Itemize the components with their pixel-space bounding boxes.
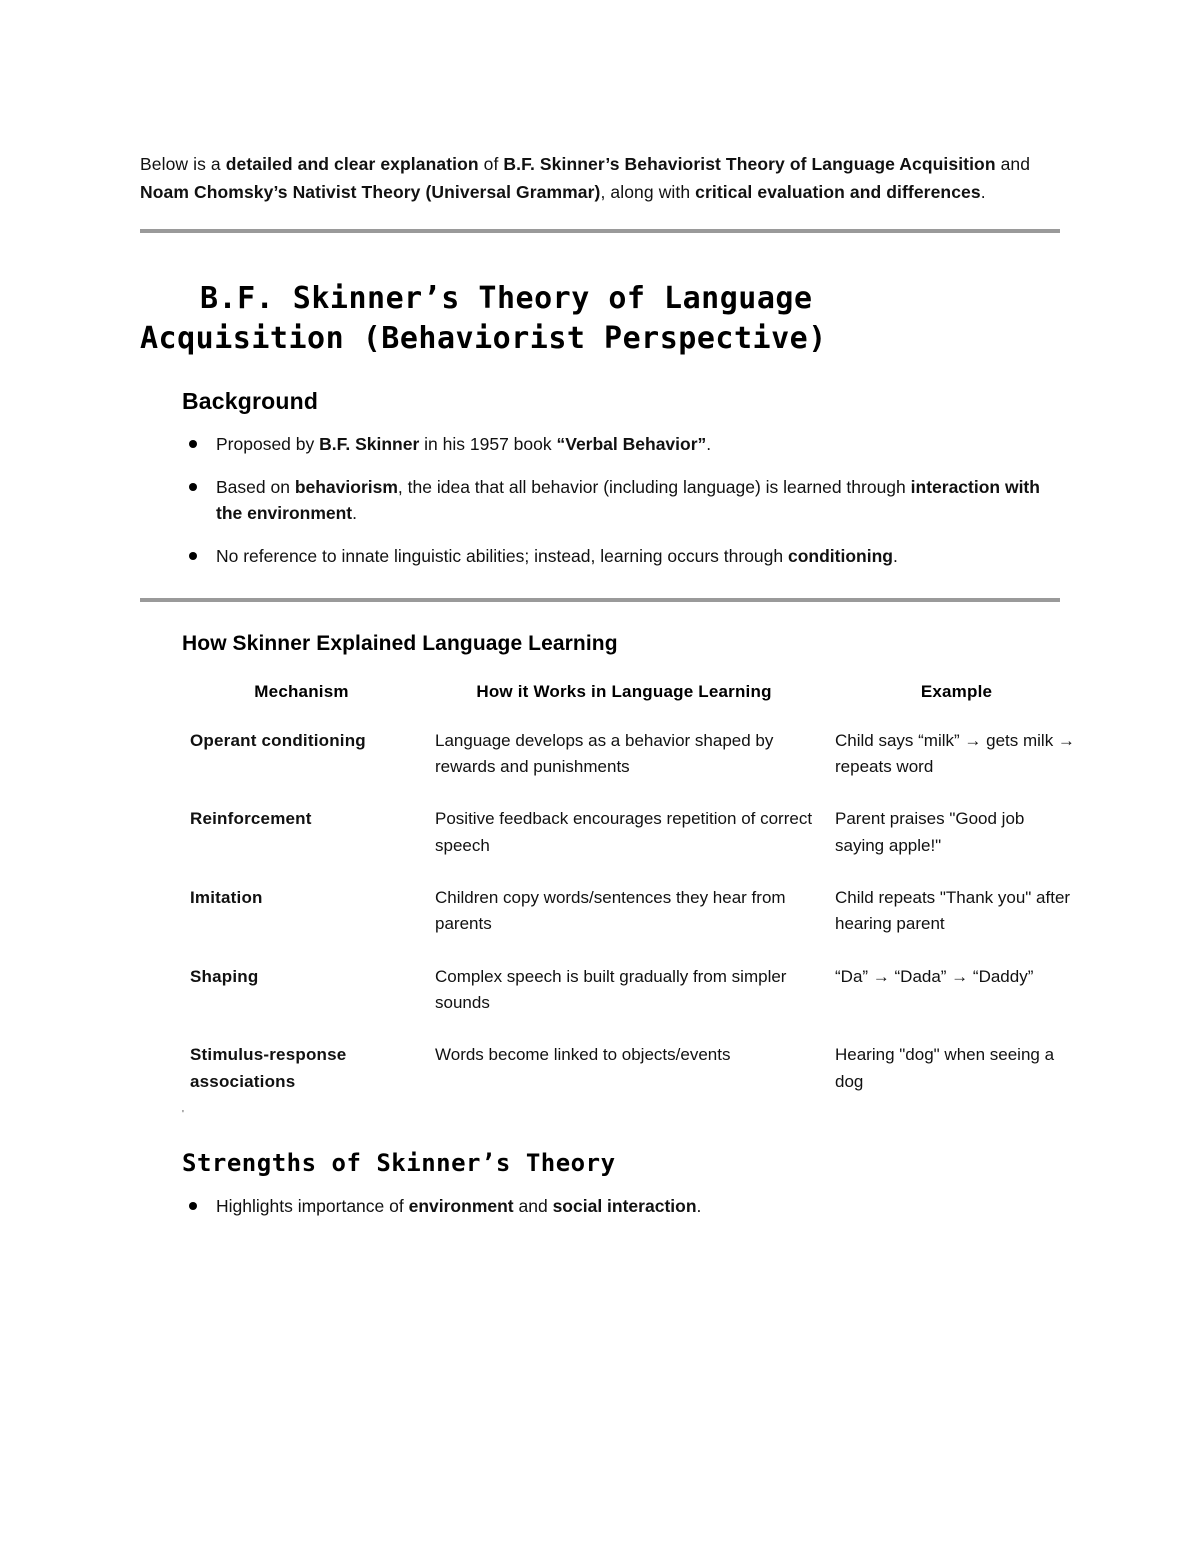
list-item [216, 543, 1060, 569]
bullet-text: Proposed by [216, 433, 320, 454]
table-row [182, 794, 1092, 873]
table-row [182, 952, 1092, 1031]
cell-mechanism: Imitation [190, 888, 263, 908]
cell-mechanism: Shaping [190, 966, 259, 986]
table-end-marker: ' [182, 1109, 184, 1121]
intro-bold-1: detailed and clear explanation [225, 154, 479, 174]
table-header-row [182, 672, 1092, 716]
bullet-bold: interaction with the environment [216, 476, 1040, 524]
intro-text-4: , along with [600, 182, 696, 203]
bullet-text: , the idea that all behavior (including language) is learned through [397, 476, 911, 497]
divider-rule-2 [140, 598, 1060, 602]
intro-text-3: and [995, 154, 1031, 174]
column-header-example: Example [920, 681, 993, 701]
cell-example: Hearing "dog" when seeing a dog [835, 1045, 1055, 1091]
bullet-text: . [706, 433, 712, 454]
intro-bold-2: B.F. Skinner’s Behaviorist Theory of Language Acquisition [503, 154, 996, 174]
list-item [216, 474, 1060, 527]
bullet-text: No reference to innate linguistic abilities; instead, learning occurs through [216, 546, 788, 567]
divider-rule-1 [140, 229, 1060, 233]
page-title-line-1: B.F. Skinner’s Theory of Language [200, 280, 813, 316]
cell-how: Words become linked to objects/events [435, 1045, 731, 1065]
cell-mechanism: Operant conditioning [190, 730, 366, 750]
bullet-text: Based on [216, 476, 295, 497]
bullet-bold: B.F. Skinner [319, 433, 420, 454]
column-header-mechanism: Mechanism [254, 681, 349, 701]
intro-bold-3: Noam Chomsky’s Nativist Theory (Universal Grammar) [140, 182, 601, 203]
section-heading-strengths: Strengths of Skinner’s Theory [182, 1149, 616, 1178]
cell-example: Parent praises "Good job saying apple!" [835, 809, 1025, 855]
page-title-line-2: Acquisition (Behaviorist Perspective) [140, 321, 827, 357]
intro-text-1: Below is a [140, 154, 226, 174]
intro-bold-4: critical evaluation and differences [695, 182, 981, 203]
background-bullet-list [140, 431, 1060, 570]
bullet-bold: social interaction [552, 1196, 697, 1217]
table-row [182, 1030, 1092, 1109]
bullet-text: . [892, 546, 898, 567]
cell-mechanism: Reinforcement [190, 809, 312, 829]
table-heading: How Skinner Explained Language Learning [182, 631, 618, 655]
bullet-bold: behaviorism [294, 476, 398, 497]
list-item [216, 431, 1060, 457]
page-title [140, 279, 1060, 360]
column-header-how-it-works: How it Works in Language Learning [476, 681, 772, 701]
bullet-bold: conditioning [788, 546, 893, 567]
bullet-text: . [352, 503, 358, 524]
bullet-text: Highlights importance of [216, 1196, 409, 1217]
intro-text-2: of [478, 154, 504, 174]
bullet-text: in his 1957 book [419, 433, 557, 454]
strengths-bullet-list [140, 1193, 1060, 1219]
cell-how: Children copy words/sentences they hear from parents [435, 888, 786, 934]
cell-how: Language develops as a behavior shaped by rewards and punishments [435, 730, 774, 777]
cell-example: “Da” → “Dada” → “Daddy” [835, 966, 1034, 986]
bullet-bold: “Verbal Behavior” [556, 433, 707, 454]
intro-text-5: . [980, 182, 986, 203]
table-row [182, 873, 1092, 952]
cell-mechanism: Stimulus-response associations [190, 1045, 347, 1091]
intro-paragraph [140, 150, 1060, 207]
bullet-text: and [513, 1196, 553, 1217]
table-row [182, 716, 1092, 795]
cell-how: Positive feedback encourages repetition of correct speech [435, 809, 813, 855]
mechanisms-table [182, 672, 1092, 1109]
section-heading-background: Background [182, 387, 319, 414]
bullet-text: . [696, 1196, 702, 1217]
cell-example: Child repeats "Thank you" after hearing parent [835, 888, 1071, 934]
list-item [216, 1193, 1060, 1219]
bullet-bold: environment [408, 1196, 514, 1217]
cell-how: Complex speech is built gradually from simpler sounds [435, 966, 787, 1013]
cell-example: Child says “milk” → gets milk → repeats word [835, 730, 1075, 777]
